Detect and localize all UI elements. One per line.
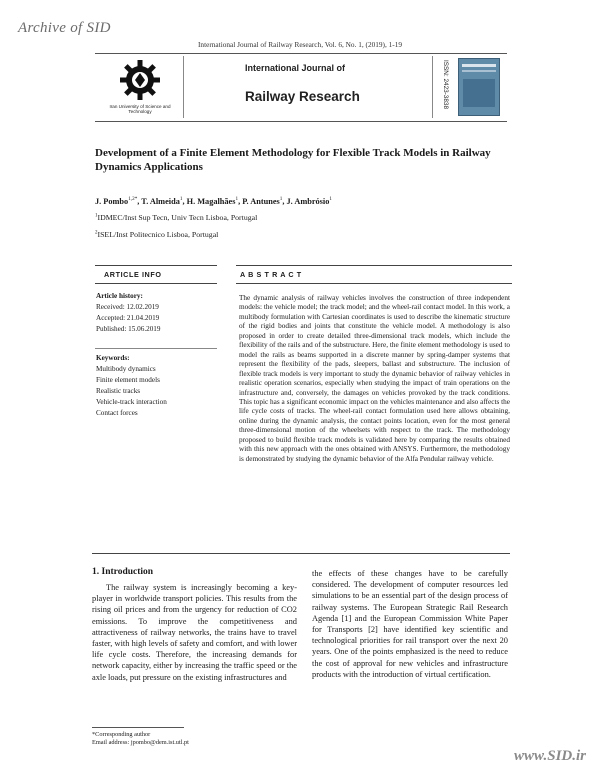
article-info-mid-rule [95,348,217,349]
header-divider-left [183,56,184,118]
author-name: J. Pombo [95,196,129,206]
affiliation-1-text: IDMEC/Inst Sup Tecn, Univ Tecn Lisboa, Portugal [97,213,258,222]
author-name: P. Antunes [242,196,280,206]
intro-paragraph-left: The railway system is increasingly becoming a key-player in worldwide transport policies. This results from the rising oil prices and from the urgency for reduction of CO2 emissions. To improve the competitiveness and attractiveness of railway networks, the trains have to travel faster, with high levels of safety and comfort, and with lower life cycle costs. Therefore, the increasing demands for network capacity, either by increasing the traffic speed or the axle loads, put pressure on the existing infrastructures and [92,583,297,682]
university-logo-icon [118,58,162,102]
footnote-email: Email address: jpombo@dem.ist.utl.pt [92,739,189,747]
author-separator: , [282,196,287,206]
author-name: H. Magalhães [186,196,236,206]
journal-title-line2: Railway Research [245,89,360,104]
issn-label [440,60,450,118]
footnote [92,731,189,748]
keywords-label: Keywords: [96,354,130,362]
footnote-rule [92,727,184,728]
keyword-item: Contact forces [96,409,138,417]
author-affiliation-marker: 1,2* [128,196,138,202]
issn-text: ISSN: 2423-3838 [442,60,449,110]
article-info-top-rule [95,265,217,266]
abstract-end-rule [92,553,510,554]
article-title: Development of a Finite Element Methodology for Flexible Track Models in Railway Dynamics Applications [95,147,491,173]
author-name: T. Almeida [141,196,180,206]
keyword-item: Finite element models [96,376,160,384]
author-affiliation-marker: 1 [329,196,332,202]
affiliation-2 [95,230,505,239]
footnote-corresponding: *Corresponding author [92,731,151,738]
history-published: Published: 15.06.2019 [96,325,161,333]
keyword-item: Realistic tracks [96,387,141,395]
watermark-archive: Archive of SID [18,20,111,36]
history-received: Received: 12.02.2019 [96,303,159,311]
author-separator: , [238,196,243,206]
author-affiliation-marker: 1 [235,196,239,202]
abstract-heading: A B S T R A C T [240,270,302,279]
author-affiliation-marker: 1 [279,196,283,202]
running-head: International Journal of Railway Research, Vol. 6, No. 1, (2019), 1-19 [198,40,402,49]
keyword-item: Multibody dynamics [96,365,156,373]
abstract-top-rule [236,265,512,266]
affiliation-1 [95,213,505,222]
abstract-text: The dynamic analysis of railway vehicles involves the construction of three independent models: the vehicle model; the track model; and the wheel-rail contact model. In this work, a multibody formulation with Cartesian coordinates is used to describe the kinematic structure of the rigid bodies and joints that constitute the vehicle model. A methodology is also proposed in order to create detailed three-dimensional track models, which include the flexibility of the rails and of the substructure. Here, the finite element methodology is used to model the rails as beams supported in a discrete manner by spring-damper systems that represent the flexibility of the pads, sleepers, ballast and substructure. The inclusion of flexible track models is very important to study the dynamic behavior of railway vehicles in realistic operation scenarios, especially when studying the impact of train operations on the infrastructure and, conversely, the damages on vehicles provoked by the track conditions. This topic has a significant economic impact on the vehicles maintenance and also affects the life cycle costs of tracks. The wheel-rail contact formulation used here allows obtaining, online during the dynamic analysis, the contact points location, even for the most general three-dimensional motion of the wheelsets with respect to the track. The methodology proposed to build flexible track models is validated here by comparing the results obtained with this new approach with the ones obtained with ANSYS. Furthermore, the methodology is demonstrated by studying the dynamic behavior of the Alfa Pendular railway vehicle. [239,294,510,463]
header-divider-right [432,56,433,118]
affiliation-2-text: ISEL/Inst Politecnico Lisboa, Portugal [97,230,219,239]
history-accepted: Accepted: 21.04.2019 [96,314,160,322]
author-affiliation-marker: 1 [179,196,183,202]
article-info-heading: ARTICLE INFO [104,270,162,279]
watermark-sid: www.SID.ir [514,748,586,764]
intro-heading: 1. Introduction [92,567,154,577]
journal-cover-thumbnail [458,58,500,116]
keywords [96,353,216,419]
article-info-bottom-rule [95,283,217,284]
journal-title-line1: International Journal of [245,63,346,73]
author-name: J. Ambrósio [286,196,330,206]
intro-paragraph-right: the effects of these changes have to be carefully considered. The development of computer resources led simulations to be an essential part of the design process of railway systems. The European Strategic Rail Research Agenda [1] and the European Commission White Paper for Transports [2] have identified key scientific and technological priorities for rail transport over the next 20 years. One of the points emphasized is the need to reduce the cost of approval for new vehicles and infrastructure products with the introduction of virtual certification. [312,569,508,679]
author-list [95,196,505,206]
affiliation-2-marker: 2 [95,230,98,236]
keyword-item: Vehicle-track interaction [96,398,167,406]
logo-caption: Iran University of Science and Technology [109,104,171,115]
abstract-bottom-rule [236,283,512,284]
article-history [96,291,216,335]
affiliation-1-marker: 1 [95,213,98,219]
author-separator: , [137,196,142,206]
author-separator: , [182,196,187,206]
history-label: Article history: [96,292,143,300]
